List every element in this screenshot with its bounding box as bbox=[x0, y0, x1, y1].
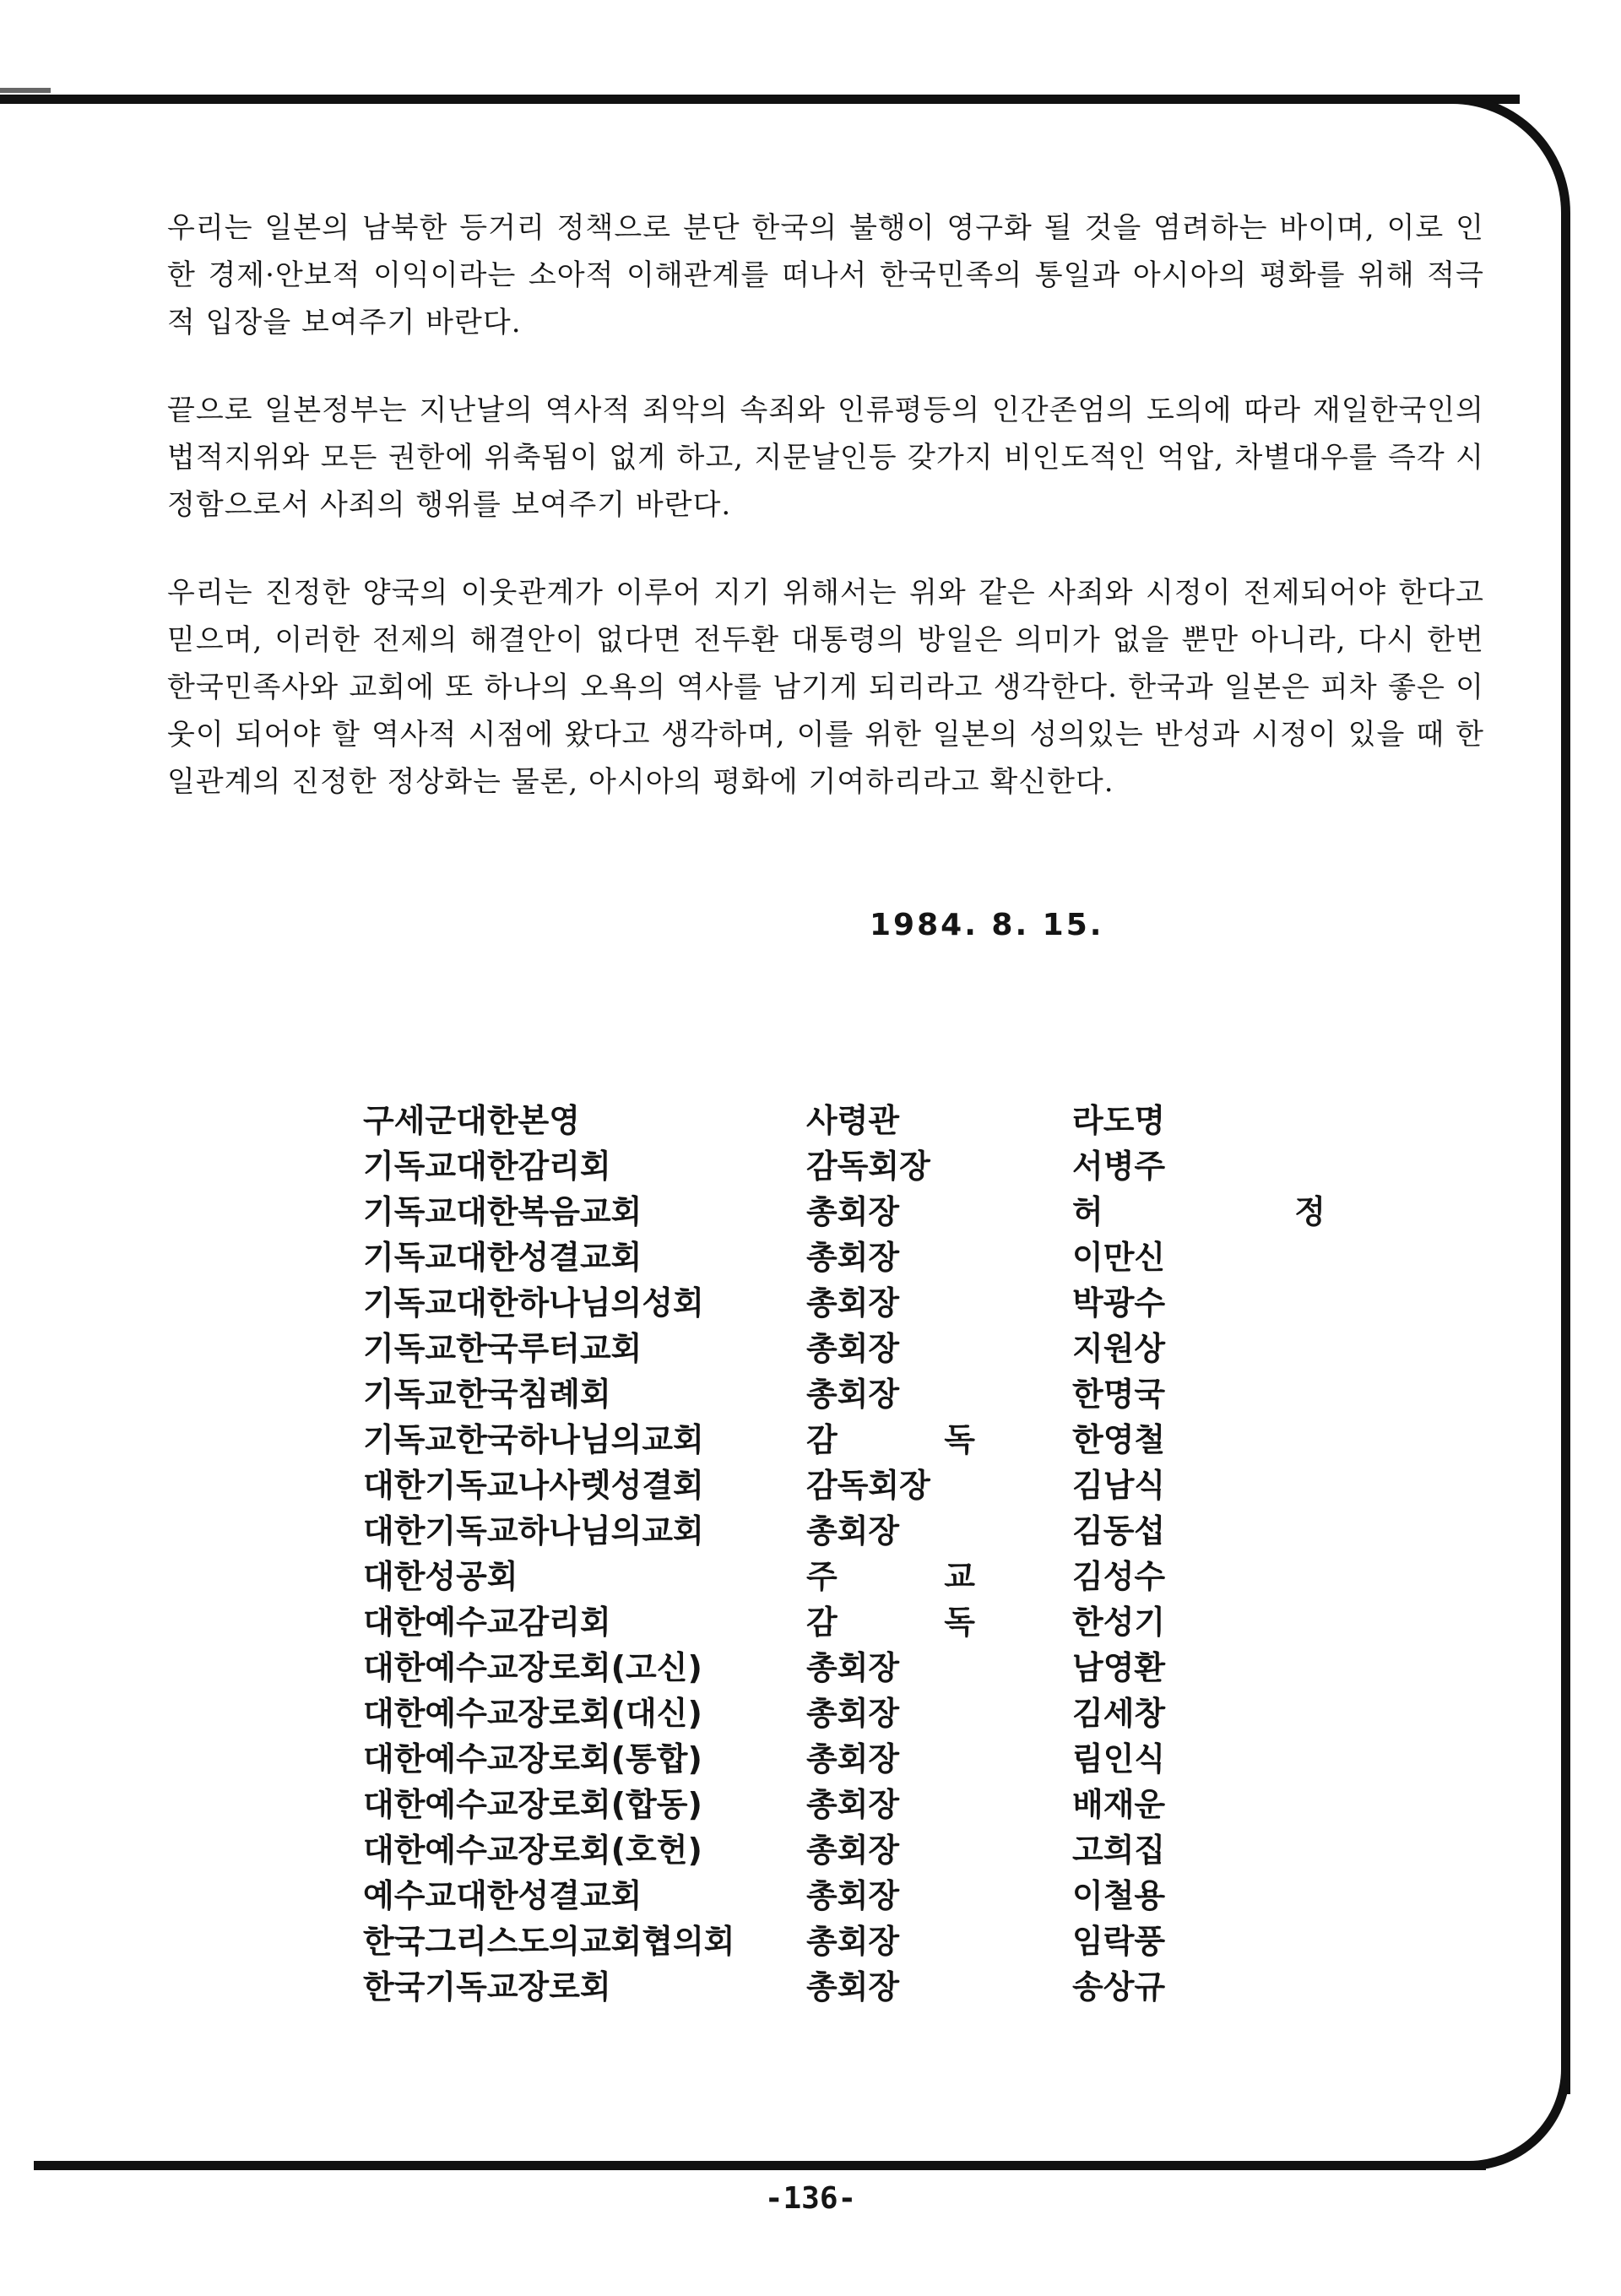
frame-right-rule bbox=[1561, 253, 1570, 2094]
signatory-organization: 기독교대한하나님의성회 bbox=[363, 1284, 704, 1322]
signatory-name: 배재운 bbox=[1072, 1786, 1166, 1823]
signatory-title: 총회장 bbox=[806, 1740, 900, 1778]
signatory-organization: 한국그리스도의교회협의회 bbox=[363, 1923, 735, 1960]
signatory-row bbox=[363, 1189, 1326, 1235]
signatory-name: 고희집 bbox=[1072, 1832, 1166, 1869]
scan-edge-mark bbox=[0, 88, 51, 93]
signatory-name: 남영환 bbox=[1072, 1649, 1166, 1686]
signatory-title: 감독회장 bbox=[806, 1148, 930, 1185]
signatory-title: 총회장 bbox=[806, 1512, 900, 1550]
signatory-organization: 대한예수교장로회(호헌) bbox=[363, 1832, 702, 1869]
signatory-row bbox=[363, 1280, 1326, 1326]
signatory-name: 이철용 bbox=[1072, 1877, 1166, 1914]
signatory-title: 주 교 bbox=[806, 1558, 975, 1595]
signatory-title: 총회장 bbox=[806, 1239, 900, 1276]
signatory-title: 총회장 bbox=[806, 1649, 900, 1686]
signatory-name: 지원상 bbox=[1072, 1330, 1166, 1367]
signatory-row bbox=[363, 1417, 1326, 1463]
signatory-organization: 기독교대한성결교회 bbox=[363, 1239, 642, 1276]
statement-date: 1984. 8. 15. bbox=[870, 908, 1104, 942]
signatory-title: 총회장 bbox=[806, 1695, 900, 1732]
signatory-title: 총회장 bbox=[806, 1968, 900, 2006]
signatory-name: 박광수 bbox=[1072, 1284, 1166, 1322]
signatory-name: 서병주 bbox=[1072, 1148, 1166, 1185]
signatory-organization: 기독교한국하나님의교회 bbox=[363, 1421, 704, 1458]
signatory-row bbox=[363, 1143, 1326, 1189]
signatory-title: 총회장 bbox=[806, 1786, 900, 1823]
signatory-row bbox=[363, 1326, 1326, 1371]
signatory-row bbox=[363, 1235, 1326, 1280]
signatory-organization: 기독교한국침례회 bbox=[363, 1376, 611, 1413]
signatory-title: 총회장 bbox=[806, 1376, 900, 1413]
statement-paragraph-3: 우리는 진정한 양국의 이웃관계가 이루어 지기 위해서는 위와 같은 사죄와 시정이 전제되어야 한다고 믿으며, 이러한 전제의 해결안이 없다면 전두환 대통령의 방일은 의미가 없을 뿐만 아니라, 다시 한번 한국민족사와 교회에 또 하나의 오욕의 역사를 남기게 되리라고 생각한다. 한국과 일본은 피차 좋은 이웃이 되어야 할 역사적 시점에 왔다고 생각하며, 이를 위한 일본의 성의있는 반성과 시정이 있을 때 한일관계의 진정한 정상화는 물론, 아시아의 평화에 기여하리라고 확신한다. bbox=[167, 576, 1484, 799]
signatory-title: 감 독 bbox=[806, 1604, 975, 1641]
signatory-title: 사령관 bbox=[806, 1102, 900, 1139]
signatory-title: 총회장 bbox=[806, 1877, 900, 1914]
statement-paragraph-2: 끝으로 일본정부는 지난날의 역사적 죄악의 속죄와 인류평등의 인간존엄의 도의에 따라 재일한국인의 법적지위와 모든 권한에 위축됨이 없게 하고, 지문날인등 갖가지 비인도적인 억압, 차별대우를 즉각 시정함으로서 사죄의 행위를 보여주기 바란다. bbox=[167, 394, 1484, 522]
statement-paragraph-1: 우리는 일본의 남북한 등거리 정책으로 분단 한국의 불행이 영구화 될 것을 염려하는 바이며, 이로 인한 경제·안보적 이익이라는 소아적 이해관계를 떠나서 한국민족의 통일과 아시아의 평화를 위해 적극적 입장을 보여주기 바란다. bbox=[167, 211, 1484, 339]
signatory-name: 김세창 bbox=[1072, 1695, 1166, 1732]
signatory-row bbox=[363, 1827, 1326, 1873]
frame-bottom-rule bbox=[34, 2161, 1486, 2170]
signatory-title: 감독회장 bbox=[806, 1467, 930, 1504]
signatory-organization: 한국기독교장로회 bbox=[363, 1968, 611, 2006]
signatory-name: 김동섭 bbox=[1072, 1512, 1166, 1550]
signatory-row bbox=[363, 1098, 1326, 1143]
signatory-organization: 대한예수교장로회(통합) bbox=[363, 1740, 702, 1778]
signatory-title: 감 독 bbox=[806, 1421, 975, 1458]
signatory-row bbox=[363, 1691, 1326, 1736]
signatory-title: 총회장 bbox=[806, 1193, 900, 1230]
signatory-list bbox=[363, 1098, 1326, 2010]
signatory-organization: 대한성공회 bbox=[363, 1558, 518, 1595]
signatory-name: 한성기 bbox=[1072, 1604, 1166, 1641]
frame-top-rule bbox=[0, 95, 1520, 104]
signatory-title: 총회장 bbox=[806, 1284, 900, 1322]
signatory-row bbox=[363, 1919, 1326, 1964]
signatory-name: 림인식 bbox=[1072, 1740, 1166, 1778]
signatory-name: 한영철 bbox=[1072, 1421, 1166, 1458]
signatory-row bbox=[363, 1599, 1326, 1645]
signatory-row bbox=[363, 1645, 1326, 1691]
signatory-organization: 구세군대한본영 bbox=[363, 1102, 580, 1139]
signatory-organization: 대한기독교하나님의교회 bbox=[363, 1512, 704, 1550]
signatory-row bbox=[363, 1371, 1326, 1417]
signatory-row bbox=[363, 1873, 1326, 1919]
signatory-organization: 예수교대한성결교회 bbox=[363, 1877, 642, 1914]
signatory-title: 총회장 bbox=[806, 1923, 900, 1960]
signatory-name: 이만신 bbox=[1072, 1239, 1166, 1276]
signatory-name: 허 정 bbox=[1072, 1193, 1326, 1230]
signatory-row bbox=[363, 1964, 1326, 2010]
signatory-organization: 기독교대한감리회 bbox=[363, 1148, 611, 1185]
signatory-organization: 대한예수교감리회 bbox=[363, 1604, 611, 1641]
signatory-organization: 대한예수교장로회(대신) bbox=[363, 1695, 702, 1732]
frame-bottom-right-corner bbox=[1435, 2052, 1570, 2170]
signatory-row bbox=[363, 1736, 1326, 1782]
signatory-name: 라도명 bbox=[1072, 1102, 1166, 1139]
signatory-name: 한명국 bbox=[1072, 1376, 1166, 1413]
signatory-row bbox=[363, 1782, 1326, 1827]
page-number: -136- bbox=[764, 2181, 857, 2216]
signatory-row bbox=[363, 1463, 1326, 1508]
signatory-title: 총회장 bbox=[806, 1330, 900, 1367]
signatory-organization: 기독교대한복음교회 bbox=[363, 1193, 642, 1230]
signatory-organization: 대한예수교장로회(합동) bbox=[363, 1786, 702, 1823]
signatory-organization: 대한예수교장로회(고신) bbox=[363, 1649, 702, 1686]
signatory-name: 김남식 bbox=[1072, 1467, 1166, 1504]
signatory-organization: 대한기독교나사렛성결회 bbox=[363, 1467, 704, 1504]
signatory-row bbox=[363, 1554, 1326, 1599]
signatory-name: 송상규 bbox=[1072, 1968, 1166, 2006]
signatory-title: 총회장 bbox=[806, 1832, 900, 1869]
signatory-name: 임락풍 bbox=[1072, 1923, 1166, 1960]
signatory-row bbox=[363, 1508, 1326, 1554]
signatory-name: 김성수 bbox=[1072, 1558, 1166, 1595]
signatory-organization: 기독교한국루터교회 bbox=[363, 1330, 642, 1367]
